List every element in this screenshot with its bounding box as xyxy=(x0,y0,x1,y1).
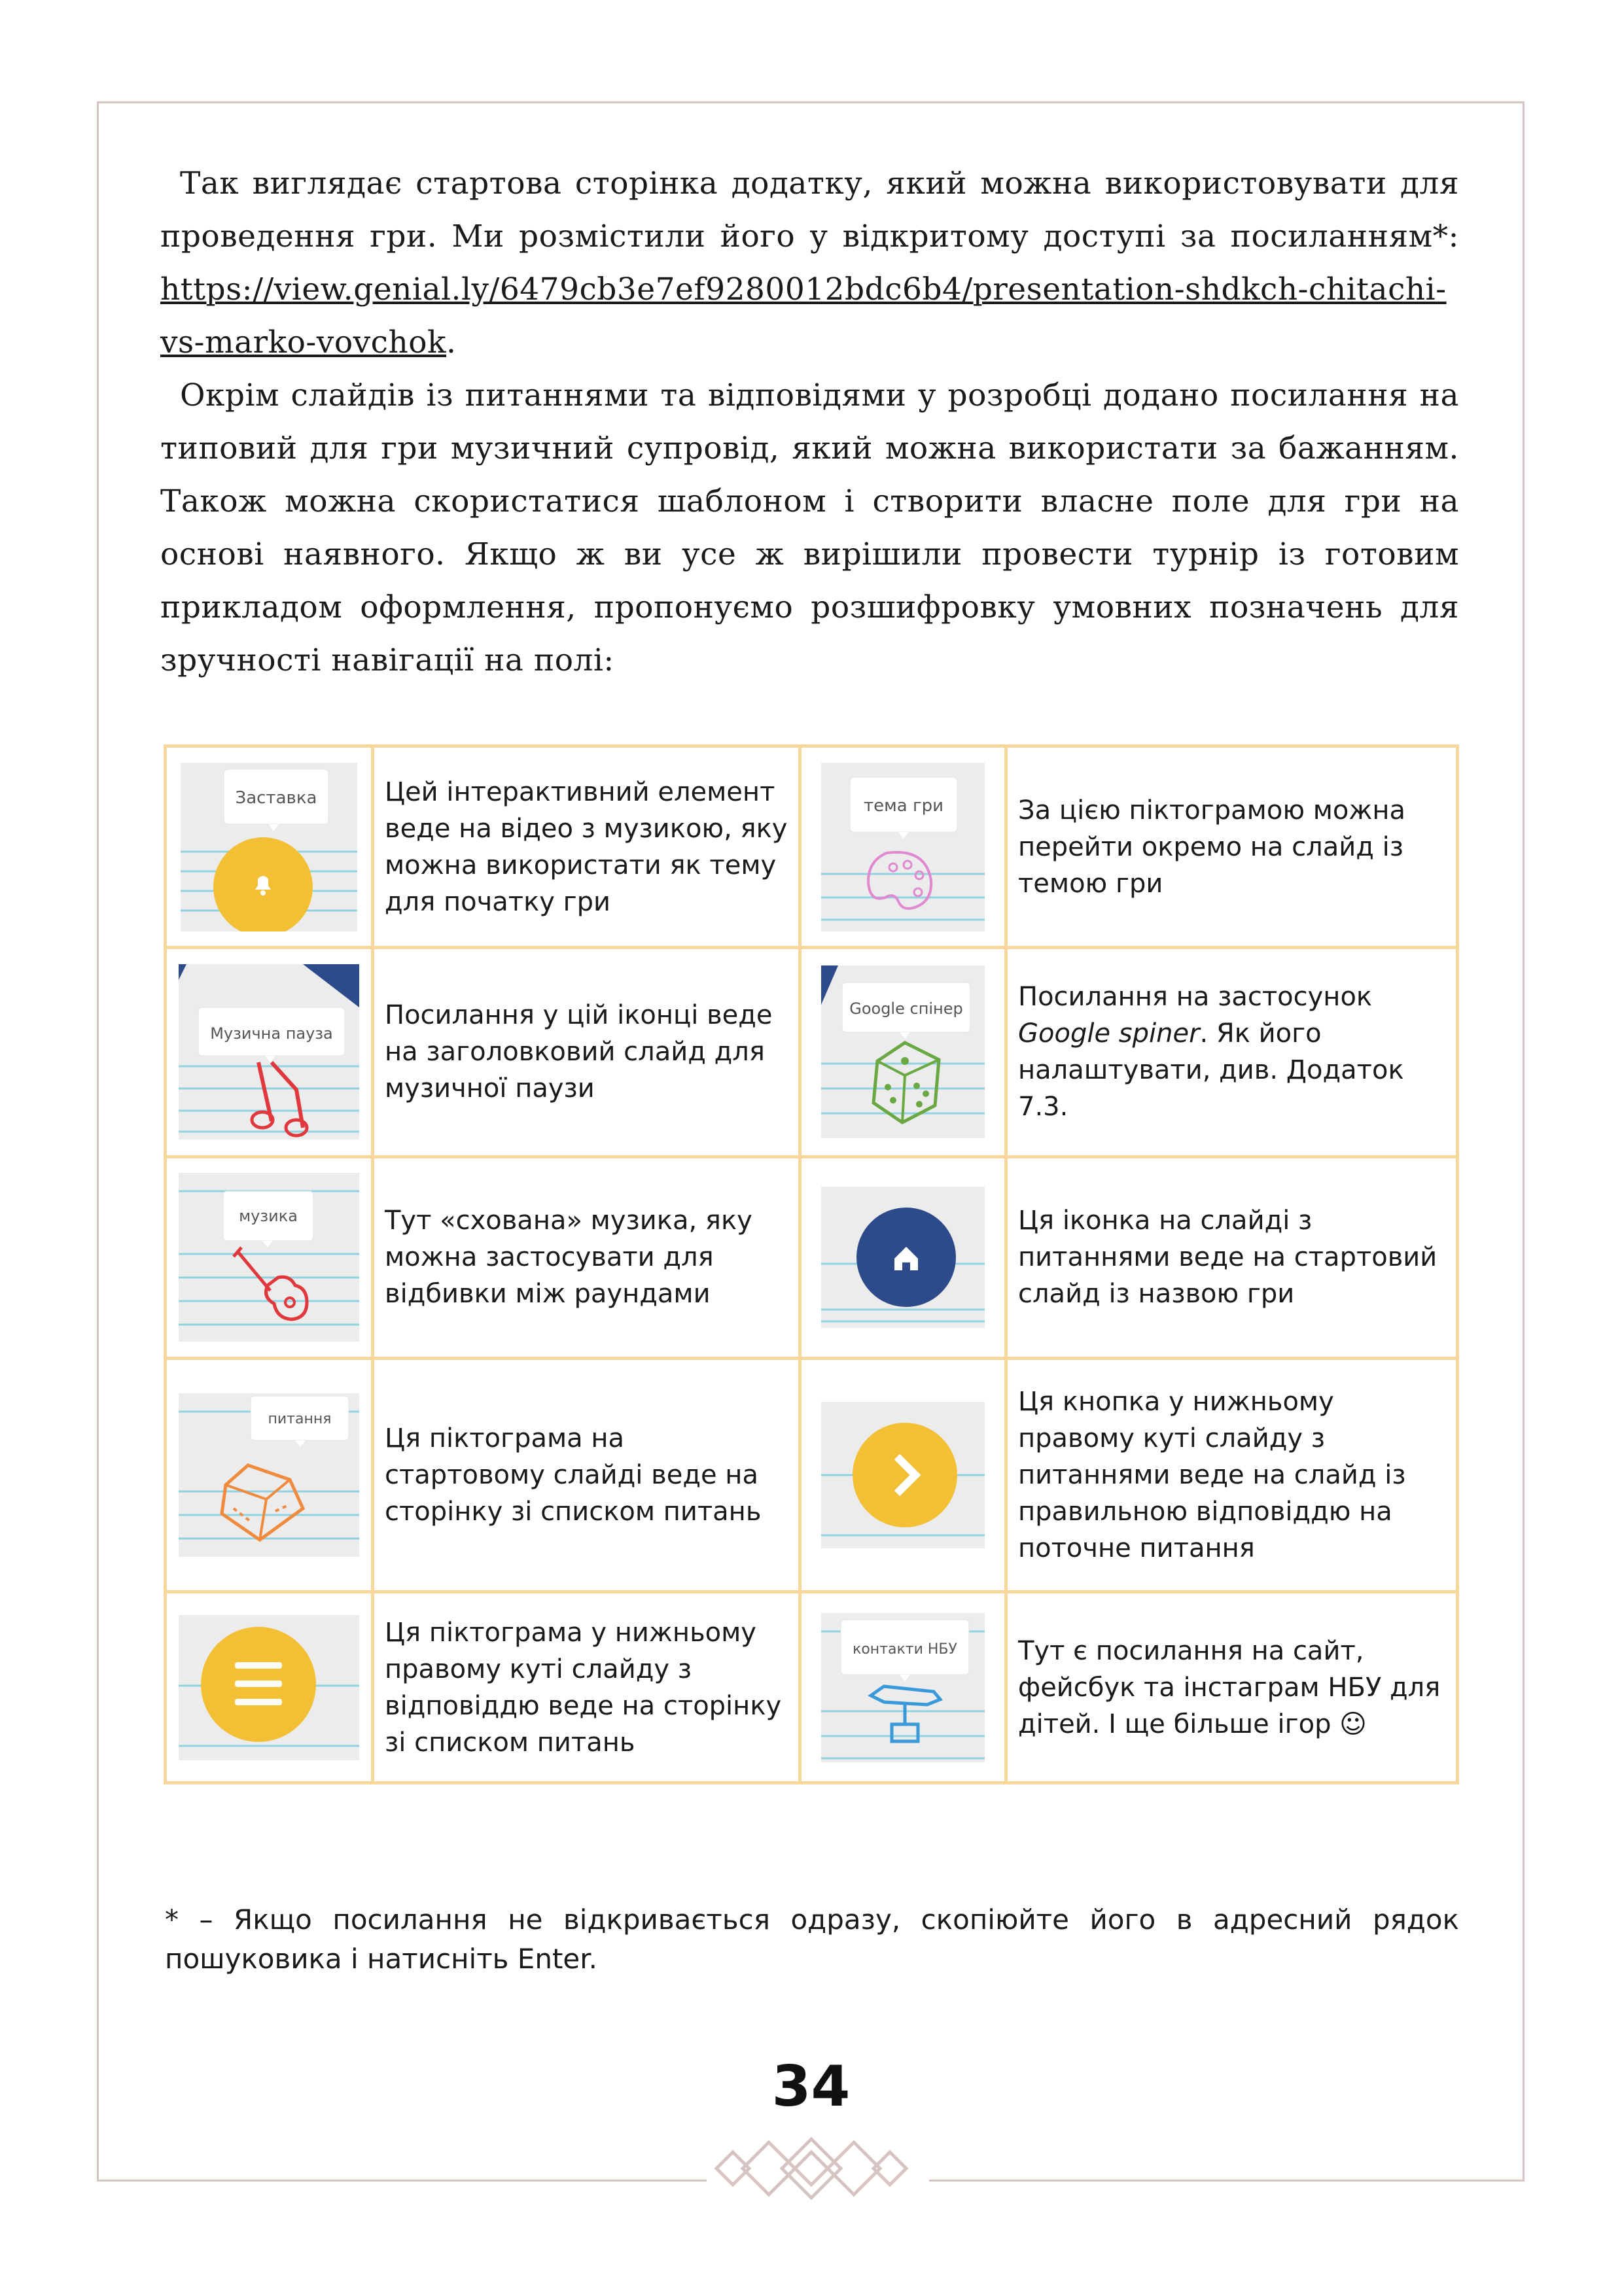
guitar-icon xyxy=(179,1173,359,1342)
genially-link[interactable]: https://view.genial.ly/6479cb3e7ef9280012bdc6b4/presentation-shdkch-chitachi-vs-marko-vovchok xyxy=(160,271,1447,360)
legend-description: Ця піктограма у нижньому правому куті слайду з відповіддю веде на сторінку зі списком питань xyxy=(373,1592,800,1783)
legend-icon-cell xyxy=(166,1358,373,1592)
legend-description: Ця кнопка у нижньому правому куті слайду з питаннями веде на слайд із правильною відповіддю на поточне питання xyxy=(1006,1358,1458,1592)
legend-icon-cell xyxy=(800,1157,1006,1358)
legend-icon-cell xyxy=(800,1592,1006,1783)
legend-icon-cell xyxy=(166,746,373,948)
legend-icon-cell xyxy=(166,948,373,1157)
tooltip-label: Google спінер xyxy=(849,1000,963,1018)
page-number: 34 xyxy=(771,2054,851,2119)
intro-p1-text: Так виглядає стартова сторінка додатку, який можна використовувати для проведення гри. Ми розмістили його у відкритому доступі за посиланням*: xyxy=(160,165,1459,254)
intro-text xyxy=(160,157,1459,687)
legend-table xyxy=(164,744,1459,1784)
legend-description: Ця іконка на слайді з питаннями веде на стартовий слайд із назвою гри xyxy=(1006,1157,1458,1358)
desc-text: . Як його налаштувати, див. Додаток 7.3. xyxy=(1018,1018,1404,1122)
tooltip-label: Музична пауза xyxy=(210,1024,333,1043)
legend-icon-cell xyxy=(800,948,1006,1157)
legend-row xyxy=(166,948,1458,1157)
google-spiner-name: Google spiner xyxy=(1018,1018,1200,1049)
legend-icon-cell xyxy=(800,1358,1006,1592)
legend-row xyxy=(166,746,1458,948)
music-note-icon xyxy=(179,964,359,1139)
signpost-icon xyxy=(821,1613,985,1762)
intro-paragraph-1 xyxy=(160,157,1459,369)
legend-icon-cell xyxy=(166,1592,373,1783)
bell-icon xyxy=(181,763,357,931)
legend-description: Тут є посилання на сайт, фейсбук та інстаграм НБУ для дітей. І ще більше ігор ☺ xyxy=(1006,1592,1458,1783)
tooltip-label: питання xyxy=(268,1411,332,1428)
legend-description: Посилання у цій іконці веде на заголовковий слайд для музичної паузи xyxy=(373,948,800,1157)
intro-p1-end: . xyxy=(446,324,457,360)
tooltip-label: тема гри xyxy=(863,795,944,816)
home-icon[interactable] xyxy=(821,1187,985,1328)
legend-description: За цією піктограмою можна перейти окремо на слайд із темою гри xyxy=(1006,746,1458,948)
legend-row xyxy=(166,1592,1458,1783)
legend-description: Тут «схована» музика, яку можна застосувати для відбивки між раундами xyxy=(373,1157,800,1358)
diamond-ornament-icon xyxy=(703,2129,919,2208)
legend-description: Цей інтерактивний елемент веде на відео з музикою, яку можна використати як тему для початку гри xyxy=(373,746,800,948)
legend-description xyxy=(1006,948,1458,1157)
tooltip-label: контакти НБУ xyxy=(853,1641,957,1658)
intro-paragraph-2: Окрім слайдів із питаннями та відповідями у розробці додано посилання на типовий для гри музичний супровід, який можна використати за бажанням. Також можна скористатися шаблоном і створити власне поле для гри на основі наявного. Якщо ж ви усе ж вирішили провести турнір із готовим прикладом оформлення, пропонуємо розшифровку умовних позначень для зручності навігації на полі: xyxy=(160,377,1459,678)
legend-icon-cell xyxy=(800,746,1006,948)
palette-icon xyxy=(821,763,985,931)
menu-icon[interactable] xyxy=(179,1615,359,1760)
dice-icon xyxy=(821,965,985,1138)
tooltip-label: Заставка xyxy=(235,788,317,808)
legend-icon-cell xyxy=(166,1157,373,1358)
tooltip-label: музика xyxy=(239,1207,298,1226)
legend-row xyxy=(166,1157,1458,1358)
box-icon xyxy=(179,1393,359,1557)
legend-row xyxy=(166,1358,1458,1592)
footnote: * – Якщо посилання не відкривається одразу, скопіюйте його в адресний рядок пошуковика і натисніть Enter. xyxy=(165,1904,1459,1975)
legend-description: Ця піктограма на стартовому слайді веде на сторінку зі списком питань xyxy=(373,1358,800,1592)
desc-text: Посилання на застосунок xyxy=(1018,982,1373,1013)
chevron-right-icon[interactable] xyxy=(821,1402,985,1548)
